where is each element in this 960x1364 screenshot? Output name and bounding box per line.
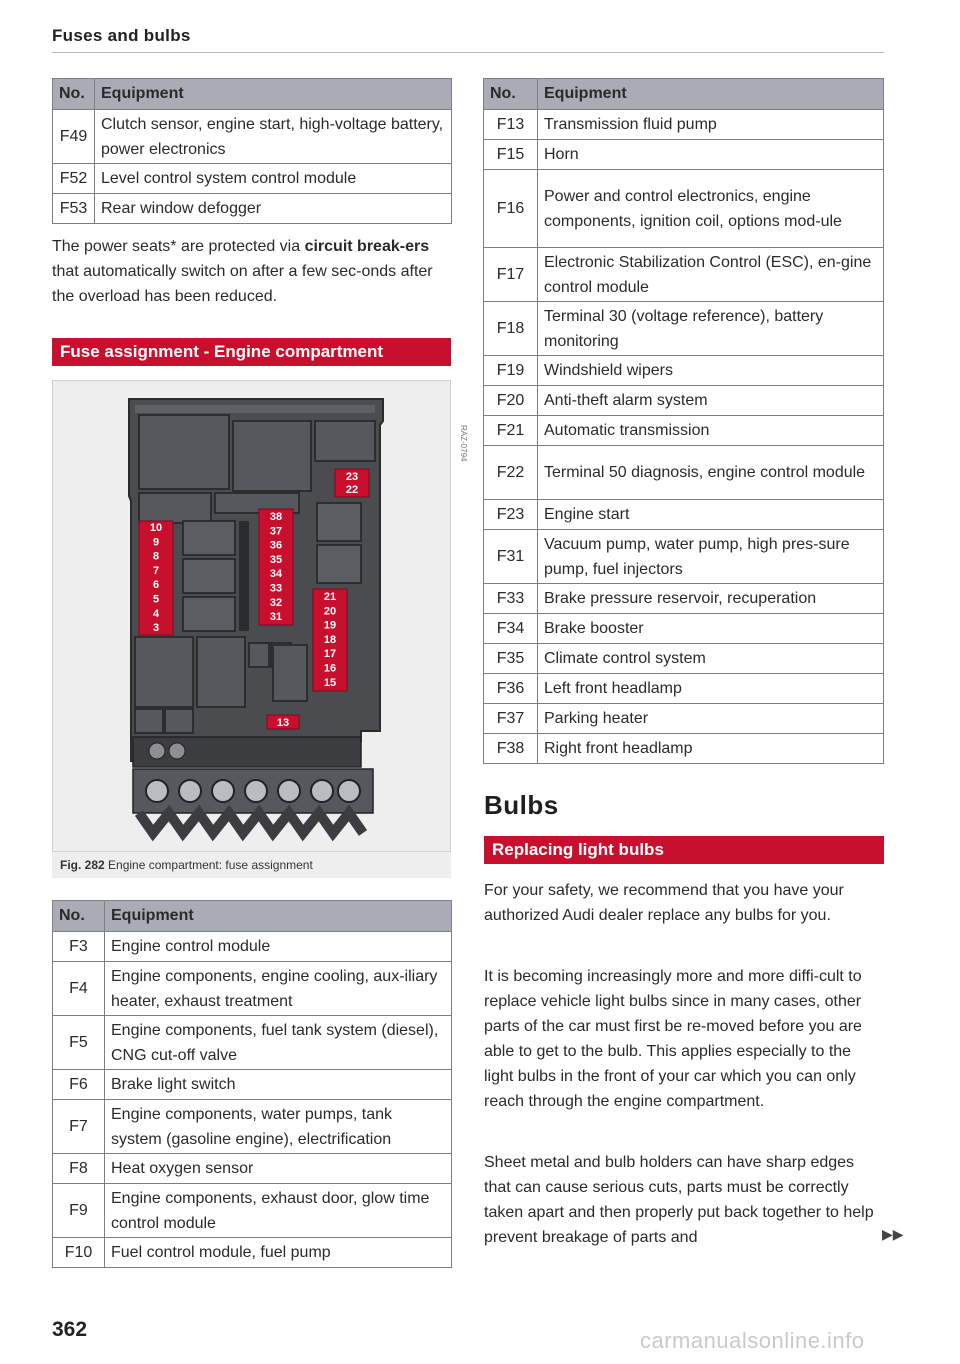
fuse-equipment: Right front headlamp xyxy=(538,734,884,764)
fuse-equipment: Vacuum pump, water pump, high pres-sure pump, fuel injectors xyxy=(538,530,884,584)
table-row xyxy=(484,734,884,764)
left-fuse-label-column xyxy=(139,521,173,635)
table-row xyxy=(53,194,452,224)
relay-block xyxy=(317,545,361,583)
fuse-label-7: 7 xyxy=(152,564,160,577)
fuse-equipment: Parking heater xyxy=(538,704,884,734)
col-header-no: No. xyxy=(484,79,538,110)
fuse-number: F31 xyxy=(484,530,538,584)
fuse-number: F37 xyxy=(484,704,538,734)
terminal-screw xyxy=(169,743,185,759)
table-row xyxy=(484,614,884,644)
table-row xyxy=(53,1100,452,1154)
top-right-fuse-label-column xyxy=(335,469,369,497)
fuse-label-36: 36 xyxy=(269,539,283,552)
fuse-equipment: Engine components, exhaust door, glow time control module xyxy=(105,1184,452,1238)
col-header-equipment: Equipment xyxy=(105,901,452,932)
fuse-equipment: Heat oxygen sensor xyxy=(105,1154,452,1184)
fuse-equipment: Left front headlamp xyxy=(538,674,884,704)
fuse-equipment: Automatic transmission xyxy=(538,416,884,446)
running-header: Fuses and bulbs xyxy=(52,26,191,45)
fuse-equipment: Terminal 50 diagnosis, engine control module xyxy=(538,446,884,500)
relay-block xyxy=(315,421,375,461)
relay-block xyxy=(135,637,193,707)
fuse-equipment: Brake pressure reservoir, recuperation xyxy=(538,584,884,614)
table-row xyxy=(484,140,884,170)
fuse-number: F21 xyxy=(484,416,538,446)
section-banner-engine-compartment: Fuse assignment - Engine compartment xyxy=(52,338,451,366)
fuse-label-35: 35 xyxy=(269,553,283,566)
housing-rim xyxy=(135,405,375,413)
relay-block xyxy=(197,637,245,707)
table-row xyxy=(484,584,884,614)
fuse-number: F22 xyxy=(484,446,538,500)
fuse-number: F6 xyxy=(53,1070,105,1100)
fuse-number: F5 xyxy=(53,1016,105,1070)
table-row xyxy=(53,1016,452,1070)
fuse-number: F18 xyxy=(484,302,538,356)
fuse-equipment: Engine components, water pumps, tank system (gasoline engine), electrification xyxy=(105,1100,452,1154)
fuse-equipment: Engine components, engine cooling, aux-iliary heater, exhaust treatment xyxy=(105,962,452,1016)
bulbs-heading: Bulbs xyxy=(484,790,559,820)
table-row xyxy=(484,530,884,584)
fuse-label-19: 19 xyxy=(323,619,337,632)
fuse-label-18: 18 xyxy=(323,633,337,646)
table-row xyxy=(484,674,884,704)
fuse-number: F10 xyxy=(53,1238,105,1268)
right-fuse-label-column xyxy=(313,589,347,691)
fuse-equipment: Power and control electronics, engine components, ignition coil, options mod-ule xyxy=(538,170,884,248)
center-fuse-label-column xyxy=(259,509,293,625)
fuse-label-33: 33 xyxy=(269,582,283,595)
fuse-box-diagram xyxy=(53,381,468,851)
fuse-label-5: 5 xyxy=(152,593,160,606)
fuse-equipment: Clutch sensor, engine start, high-voltage battery, power electronics xyxy=(95,110,452,164)
fuse-table-engine-compartment-2 xyxy=(483,78,884,764)
fuse-label-37: 37 xyxy=(269,525,283,538)
fuse-number: F13 xyxy=(484,110,538,140)
bulbs-paragraph-3: Sheet metal and bulb holders can have sharp edges that can cause serious cuts, parts must be correctly taken apart and then properly put back together to help prevent breakage of parts and xyxy=(484,1154,874,1246)
fuse-box-figure xyxy=(52,380,468,852)
fuse-number: F52 xyxy=(53,164,95,194)
fuse-label-31: 31 xyxy=(269,611,283,624)
fuse-number: F20 xyxy=(484,386,538,416)
col-header-no: No. xyxy=(53,79,95,110)
table-row xyxy=(53,110,452,164)
fuse-equipment: Engine components, fuel tank system (diesel), CNG cut-off valve xyxy=(105,1016,452,1070)
fuse-label-8: 8 xyxy=(152,550,160,563)
fuse-number: F33 xyxy=(484,584,538,614)
relay-block xyxy=(139,493,211,523)
table-row xyxy=(53,1154,452,1184)
relay-block xyxy=(165,709,193,733)
table-row xyxy=(484,704,884,734)
table-row xyxy=(484,170,884,248)
fuse-number: F49 xyxy=(53,110,95,164)
figure-caption-text: Engine compartment: fuse assignment xyxy=(108,858,313,872)
fuse-label-17: 17 xyxy=(323,648,337,661)
fuse-number: F9 xyxy=(53,1184,105,1238)
watermark: carmanualsonline.info xyxy=(640,1328,865,1353)
relay-block xyxy=(183,597,235,631)
table-row xyxy=(53,932,452,962)
fuse-table-engine-compartment-1 xyxy=(52,900,452,1268)
fuse-number: F17 xyxy=(484,248,538,302)
circuit-breaker-note: The power seats* are protected via circuit break-ers that automatically switch on after a few sec-onds after the overload has been reduced. xyxy=(52,238,433,305)
fuse-equipment: Fuel control module, fuel pump xyxy=(105,1238,452,1268)
col-header-equipment: Equipment xyxy=(95,79,452,110)
fuse-number: F3 xyxy=(53,932,105,962)
relay-block xyxy=(317,503,361,541)
fuse-equipment: Engine control module xyxy=(105,932,452,962)
table-row xyxy=(53,1184,452,1238)
fuse-equipment: Engine start xyxy=(538,500,884,530)
table-row xyxy=(484,110,884,140)
section-banner-replacing-bulbs: Replacing light bulbs xyxy=(484,836,884,864)
table-row xyxy=(484,386,884,416)
relay-block xyxy=(183,559,235,593)
col-header-no: No. xyxy=(53,901,105,932)
fuse-label-32: 32 xyxy=(269,596,283,609)
fuse-number: F35 xyxy=(484,644,538,674)
fuse-number: F53 xyxy=(53,194,95,224)
fuse-label-16: 16 xyxy=(323,662,337,675)
fuse-label-3: 3 xyxy=(152,622,160,635)
fuse-label-6: 6 xyxy=(152,579,160,592)
terminal-screw xyxy=(149,743,165,759)
fuse-equipment: Brake booster xyxy=(538,614,884,644)
bulbs-paragraph-1: For your safety, we recommend that you have your authorized Audi dealer replace any bulbs for you. xyxy=(484,882,844,924)
table-row xyxy=(53,962,452,1016)
table-row xyxy=(484,446,884,500)
table-row xyxy=(484,416,884,446)
table-row xyxy=(484,248,884,302)
fuse-number: F23 xyxy=(484,500,538,530)
table-row xyxy=(484,644,884,674)
fuse-number: F19 xyxy=(484,356,538,386)
relay-block xyxy=(249,643,269,667)
fuse-label-4: 4 xyxy=(152,607,160,620)
relay-block xyxy=(273,645,307,701)
fuse-equipment: Brake light switch xyxy=(105,1070,452,1100)
fuse-equipment: Climate control system xyxy=(538,644,884,674)
col-header-equipment: Equipment xyxy=(538,79,884,110)
fuse-label-20: 20 xyxy=(323,605,337,618)
relay-block xyxy=(233,421,311,491)
fuse-equipment: Terminal 30 (voltage reference), battery monitoring xyxy=(538,302,884,356)
fuse-number: F36 xyxy=(484,674,538,704)
fuse-equipment: Transmission fluid pump xyxy=(538,110,884,140)
fuse-equipment: Level control system control module xyxy=(95,164,452,194)
fuse-equipment: Windshield wipers xyxy=(538,356,884,386)
fuse-equipment: Horn xyxy=(538,140,884,170)
figure-caption xyxy=(52,852,451,878)
header-rule xyxy=(52,52,884,53)
table-row xyxy=(484,356,884,386)
fuse-number: F38 xyxy=(484,734,538,764)
fuse-label-21: 21 xyxy=(323,591,337,603)
fuse-label-9: 9 xyxy=(152,536,160,549)
fuse-label-10: 10 xyxy=(149,522,163,534)
circuit-breakers-term: circuit break-ers xyxy=(304,238,430,255)
bolt-row xyxy=(133,769,373,833)
fuse-equipment: Rear window defogger xyxy=(95,194,452,224)
bulbs-paragraph-2: It is becoming increasingly more and more diffi-cult to replace vehicle light bulbs since in many cases, other parts of the car must first be re-moved before you are able to get to the bulb. This applies especially to the light bulbs in the front of your car which you can only reach through the engine compartment. xyxy=(484,968,862,1110)
figure-caption-label: Fig. 282 xyxy=(60,858,105,872)
fuse-label-13: 13 xyxy=(276,717,290,729)
fuse-strip xyxy=(239,521,249,631)
fuse-number: F15 xyxy=(484,140,538,170)
continue-arrow-icon: ▶▶ xyxy=(882,1226,904,1242)
relay-block xyxy=(183,521,235,555)
table-row xyxy=(484,302,884,356)
figure-ref-code: RAZ-0794 xyxy=(459,425,468,462)
fuse-label-22: 22 xyxy=(345,484,359,496)
relay-block xyxy=(139,415,229,489)
fuse-label-34: 34 xyxy=(269,568,283,581)
fuse-number: F34 xyxy=(484,614,538,644)
fuse-number: F7 xyxy=(53,1100,105,1154)
fuse-number: F8 xyxy=(53,1154,105,1184)
fuse-number: F4 xyxy=(53,962,105,1016)
terminal-bar xyxy=(133,737,361,767)
table-row xyxy=(484,500,884,530)
fuse-label-15: 15 xyxy=(323,676,337,689)
page-number: 362 xyxy=(52,1318,88,1341)
fuse-label-23: 23 xyxy=(345,471,359,483)
relay-block xyxy=(135,709,163,733)
fuse-equipment: Electronic Stabilization Control (ESC), en-gine control module xyxy=(538,248,884,302)
fuse-equipment: Anti-theft alarm system xyxy=(538,386,884,416)
fuse-number: F16 xyxy=(484,170,538,248)
fuse-table-continued xyxy=(52,78,452,224)
table-row xyxy=(53,1238,452,1268)
fuse-label-38: 38 xyxy=(269,511,283,523)
table-row xyxy=(53,164,452,194)
table-row xyxy=(53,1070,452,1100)
